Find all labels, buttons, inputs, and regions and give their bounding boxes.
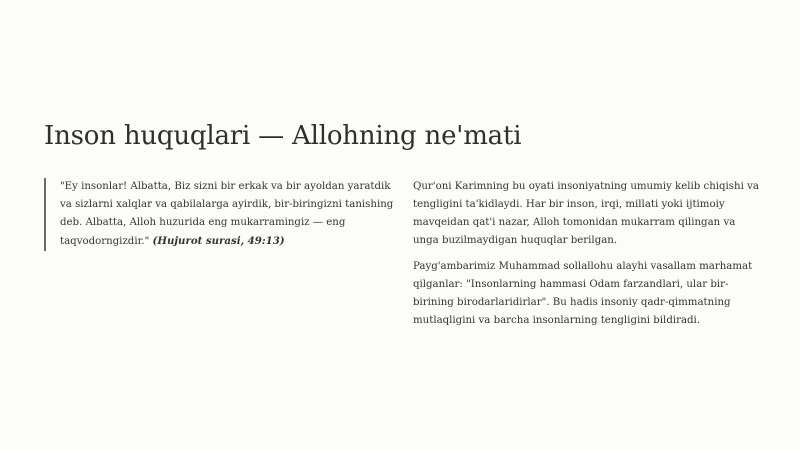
body-text <box>413 178 761 338</box>
paragraph-1: Qur'oni Karimning bu oyati insoniyatning umumiy kelib chiqishi va tengligini ta'kidlaydi. Har bir inson, irqi, millati yoki ijtimoiy mavqeidan qat'i nazar, Alloh tomonidan mukarram qilingan va unga buzilmaydigan huquqlar berilgan. <box>413 181 759 246</box>
quote-text: "Ey insonlar! Albatta, Biz sizni bir erkak va bir ayoldan yaratdik va sizlarni xalqlar va qabilalarga ayirdik, bir-biringizni tanishing deb. Albatta, Alloh huzurida eng mukarramingiz — eng taqvodorngizdir." <box>60 181 394 247</box>
page-title: Inson huquqlari — Allohning ne'mati <box>44 121 522 151</box>
quote-block <box>44 178 396 251</box>
paragraph-2: Payg'ambarimiz Muhammad sollallohu alayhi vasallam marhamat qilganlar: "Insonlarning hammasi Odam farzandlari, ular bir-birining birodarlaridirlar". Bu hadis insoniy qadr-qimmatning mutlaqligini va barcha insonlarning tengligini bildiradi. <box>413 261 753 326</box>
quote-citation: (Hujurot surasi, 49:13) <box>152 235 285 247</box>
